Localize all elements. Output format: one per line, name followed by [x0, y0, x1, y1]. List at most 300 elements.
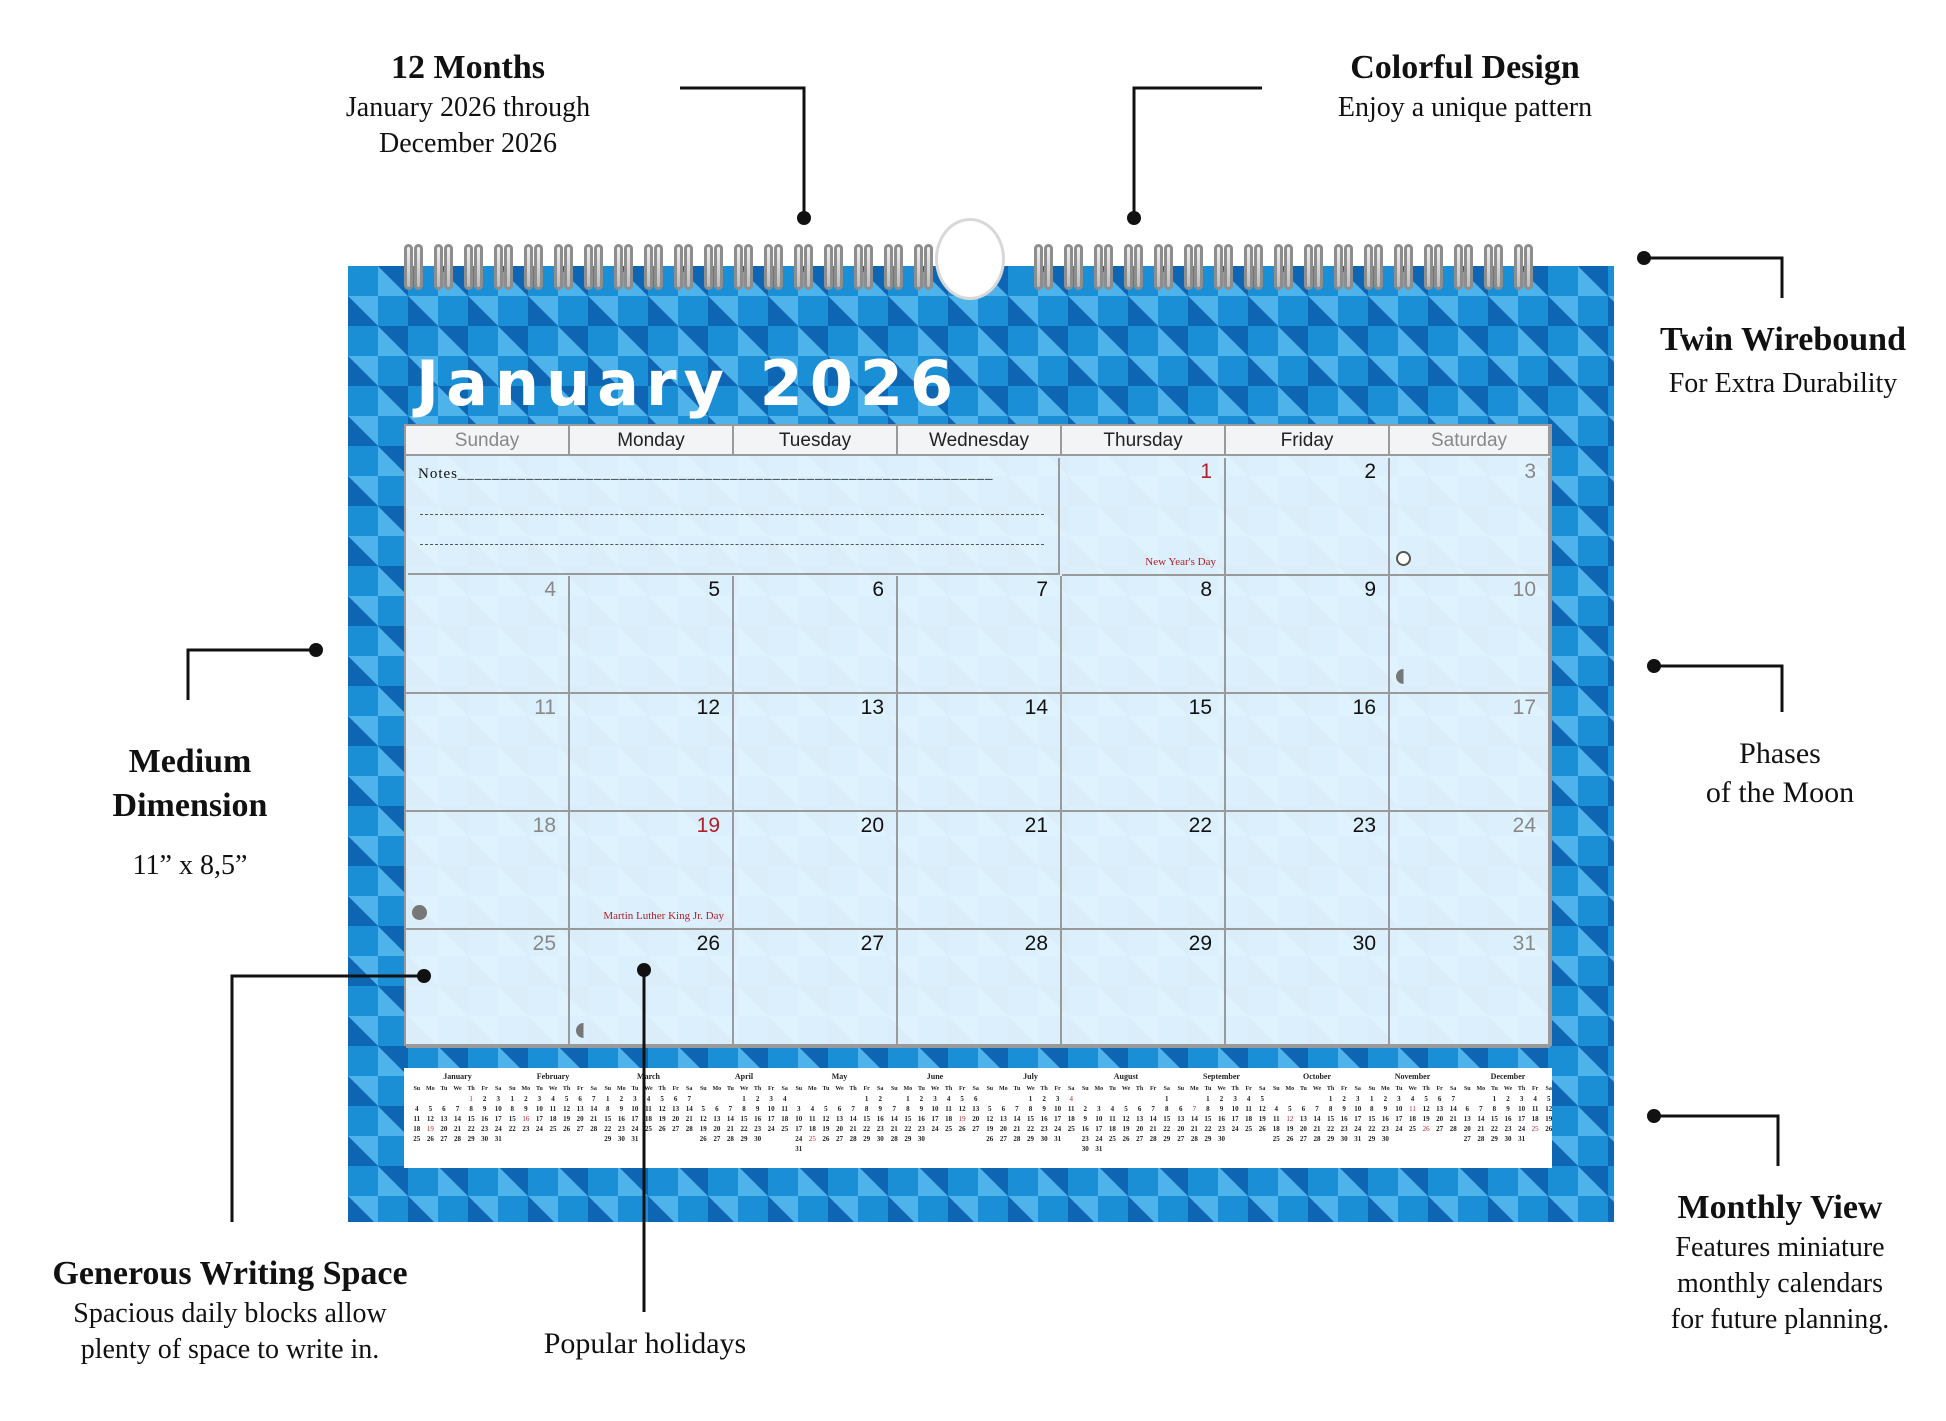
mini-day: 6 — [715, 1105, 719, 1113]
mini-day: 7 — [1451, 1095, 1455, 1103]
callout-text: January 2026 through — [345, 92, 591, 123]
mini-day: 9 — [755, 1105, 760, 1113]
mini-weekday: Sa — [1259, 1086, 1266, 1092]
callout-writing-space — [20, 1252, 440, 1368]
mini-day: 29 — [740, 1135, 748, 1143]
callout-text: Spacious daily blocks allow — [73, 1298, 387, 1329]
mini-day: 18 — [1245, 1115, 1253, 1123]
mini-day: 7 — [728, 1105, 733, 1113]
mini-day: 8 — [1492, 1105, 1497, 1113]
mini-day: 21 — [1449, 1115, 1457, 1123]
mini-day: 16 — [481, 1115, 489, 1123]
mini-day: 4 — [782, 1095, 787, 1103]
mini-day: 15 — [1368, 1115, 1376, 1123]
mini-day: 24 — [1095, 1135, 1103, 1143]
mini-day: 25 — [549, 1125, 557, 1133]
mini-day: 16 — [1504, 1115, 1512, 1123]
mini-day: 9 — [524, 1105, 528, 1113]
mini-day: 20 — [1177, 1125, 1185, 1133]
mini-day: 18 — [945, 1115, 953, 1123]
mini-day: 4 — [1274, 1105, 1279, 1113]
mini-day: 15 — [467, 1115, 475, 1123]
mini-day: 28 — [849, 1135, 857, 1143]
mini-day: 28 — [1313, 1135, 1321, 1143]
mini-day: 22 — [604, 1125, 612, 1133]
day-number: 16 — [1352, 696, 1376, 719]
mini-day: 28 — [1477, 1135, 1485, 1143]
mini-day: 30 — [754, 1135, 762, 1143]
mini-day: 1 — [469, 1095, 473, 1103]
mini-day: 31 — [1518, 1135, 1526, 1143]
mini-day: 29 — [863, 1135, 871, 1143]
mini-day: 10 — [1354, 1105, 1362, 1113]
mini-day: 3 — [1519, 1095, 1524, 1103]
mini-weekday: Fr — [1531, 1086, 1539, 1092]
mini-day: 21 — [1313, 1125, 1321, 1133]
mini-weekday: Th — [658, 1086, 666, 1092]
mini-day: 15 — [508, 1115, 516, 1123]
mini-day: 14 — [1313, 1115, 1321, 1123]
mini-month-name: August — [1113, 1072, 1139, 1081]
mini-day: 8 — [864, 1105, 869, 1113]
day-number: 3 — [1524, 460, 1536, 483]
mini-day: 5 — [988, 1105, 992, 1113]
mini-day: 24 — [1354, 1125, 1362, 1133]
mini-day: 23 — [1340, 1125, 1348, 1133]
mini-day: 22 — [508, 1125, 516, 1133]
day-header-friday: Friday — [1226, 426, 1390, 456]
mini-weekday: Sa — [1163, 1086, 1170, 1092]
callout-title: Generous Writing Space — [52, 1255, 408, 1292]
day-number: 15 — [1188, 696, 1212, 719]
mini-day: 18 — [1272, 1125, 1280, 1133]
mini-day: 7 — [1151, 1105, 1155, 1113]
callout-text: For Extra Durability — [1668, 368, 1898, 399]
mini-day: 16 — [1217, 1115, 1225, 1123]
mini-day: 6 — [1179, 1105, 1183, 1113]
mini-weekday: We — [1217, 1086, 1226, 1092]
mini-weekday: We — [930, 1086, 940, 1092]
mini-day: 19 — [1122, 1125, 1130, 1133]
mini-day: 24 — [494, 1125, 502, 1133]
mini-weekday: Mo — [521, 1086, 531, 1092]
day-number: 20 — [860, 814, 884, 837]
day-number: 13 — [860, 696, 884, 719]
mini-day: 27 — [999, 1135, 1007, 1143]
mini-day: 27 — [1177, 1135, 1185, 1143]
mini-day: 30 — [876, 1135, 884, 1143]
mini-day: 13 — [999, 1115, 1007, 1123]
mini-day: 19 — [1422, 1115, 1430, 1123]
mini-day: 15 — [1327, 1115, 1335, 1123]
mini-day: 18 — [549, 1115, 557, 1123]
mini-month-name: November — [1394, 1072, 1431, 1081]
mini-day: 15 — [863, 1115, 871, 1123]
mini-day: 1 — [1028, 1095, 1033, 1103]
mini-day: 11 — [1409, 1105, 1416, 1113]
mini-day: 13 — [576, 1105, 584, 1113]
mini-day: 21 — [1149, 1125, 1157, 1133]
mini-day: 22 — [467, 1125, 475, 1133]
mini-day: 23 — [1504, 1125, 1512, 1133]
mini-day: 7 — [1479, 1105, 1483, 1113]
mini-day: 24 — [767, 1125, 775, 1133]
mini-day: 8 — [1328, 1105, 1333, 1113]
mini-day: 10 — [931, 1105, 939, 1113]
mini-day: 22 — [1026, 1125, 1034, 1133]
mini-day: 20 — [672, 1115, 680, 1123]
mini-day: 29 — [604, 1135, 612, 1143]
mini-month-name: December — [1490, 1072, 1526, 1081]
mini-weekday: Fr — [1340, 1086, 1348, 1092]
mini-day: 5 — [1260, 1095, 1264, 1103]
mini-day: 8 — [606, 1105, 610, 1113]
mini-day: 17 — [1518, 1115, 1526, 1123]
mini-day: 23 — [917, 1125, 925, 1133]
mini-day: 24 — [931, 1125, 939, 1133]
mini-day: 14 — [1013, 1115, 1021, 1123]
mini-day: 5 — [1546, 1095, 1551, 1103]
mini-day: 21 — [726, 1125, 734, 1133]
mini-day: 11 — [781, 1105, 789, 1113]
mini-weekday: Sa — [1354, 1086, 1361, 1092]
mini-day: 20 — [835, 1125, 843, 1133]
mini-day: 21 — [590, 1115, 598, 1123]
mini-day: 16 — [1040, 1115, 1048, 1123]
day-number: 24 — [1512, 814, 1536, 837]
mini-day: 17 — [1395, 1115, 1403, 1123]
mini-day: 23 — [617, 1125, 625, 1133]
mini-day: 12 — [1122, 1115, 1130, 1123]
mini-day: 17 — [631, 1115, 639, 1123]
mini-day: 27 — [1463, 1135, 1471, 1143]
mini-day: 31 — [631, 1135, 639, 1143]
mini-day: 28 — [1449, 1125, 1457, 1133]
mini-day: 2 — [755, 1095, 760, 1103]
month-title: January 2026 — [416, 347, 961, 420]
mini-day: 8 — [1370, 1105, 1374, 1113]
mini-day: 9 — [1342, 1105, 1346, 1113]
mini-day: 12 — [1258, 1105, 1266, 1113]
callout-title: Monthly View — [1677, 1189, 1883, 1226]
mini-day: 30 — [1381, 1135, 1389, 1143]
mini-day: 6 — [973, 1095, 978, 1103]
mini-day: 25 — [1272, 1135, 1280, 1143]
mini-day: 17 — [1054, 1115, 1062, 1123]
mini-day: 5 — [564, 1095, 569, 1103]
mini-day: 27 — [1136, 1135, 1144, 1143]
mini-day: 25 — [1531, 1125, 1539, 1133]
mini-day: 20 — [972, 1115, 980, 1123]
mini-day: 14 — [1149, 1115, 1157, 1123]
mini-weekday: Su — [1463, 1086, 1471, 1092]
mini-day: 11 — [1067, 1105, 1075, 1113]
mini-day: 26 — [699, 1135, 707, 1143]
callout-title: Medium — [128, 743, 252, 780]
notes-label: Notes_______________________________________________________________ — [418, 466, 994, 482]
mini-day: 6 — [1001, 1105, 1006, 1113]
mini-weekday: Tu — [822, 1086, 830, 1092]
mini-day: 26 — [822, 1135, 830, 1143]
mini-day: 22 — [740, 1125, 748, 1133]
mini-day: 13 — [835, 1115, 843, 1123]
mini-day: 13 — [1177, 1115, 1185, 1123]
mini-day: 9 — [1219, 1105, 1224, 1113]
mini-day: 9 — [1383, 1105, 1388, 1113]
mini-weekday: Su — [413, 1086, 421, 1092]
mini-weekday: Th — [1422, 1086, 1430, 1092]
mini-day: 18 — [1108, 1125, 1116, 1133]
mini-day: 16 — [754, 1115, 762, 1123]
mini-weekday: Mo — [1381, 1086, 1390, 1092]
callout-twin-wirebound — [1620, 318, 1946, 402]
mini-day: 4 — [1110, 1105, 1115, 1113]
mini-weekday: Su — [1272, 1086, 1280, 1092]
mini-day: 4 — [415, 1105, 419, 1113]
mini-day: 10 — [1395, 1105, 1403, 1113]
mini-day: 6 — [578, 1095, 582, 1103]
mini-month-name: June — [926, 1072, 944, 1081]
mini-day: 10 — [1231, 1105, 1239, 1113]
mini-day: 26 — [1258, 1125, 1266, 1133]
callout-text: monthly calendars — [1676, 1268, 1884, 1299]
mini-weekday: Fr — [1149, 1086, 1157, 1092]
mini-weekday: We — [1503, 1086, 1513, 1092]
mini-day: 4 — [1246, 1095, 1251, 1103]
mini-weekday: We — [1312, 1086, 1322, 1092]
callout-text: for future planning. — [1670, 1304, 1890, 1335]
mini-day: 11 — [809, 1115, 816, 1123]
mini-day: 30 — [1217, 1135, 1225, 1143]
mini-weekday: Fr — [1054, 1086, 1061, 1092]
mini-day: 28 — [1149, 1135, 1157, 1143]
mini-day: 24 — [1231, 1125, 1239, 1133]
mini-day: 12 — [1422, 1105, 1430, 1113]
mini-day: 9 — [1506, 1105, 1510, 1113]
mini-weekday: Su — [795, 1086, 803, 1092]
mini-day: 28 — [1013, 1135, 1021, 1143]
mini-weekday: Tu — [1395, 1086, 1403, 1092]
day-number: 22 — [1188, 814, 1212, 837]
mini-day: 29 — [1163, 1135, 1171, 1143]
mini-day: 15 — [604, 1115, 612, 1123]
day-number: 17 — [1512, 696, 1536, 719]
mini-day: 3 — [1397, 1095, 1401, 1103]
day-number: 30 — [1352, 932, 1376, 955]
mini-day: 1 — [1206, 1095, 1210, 1103]
mini-day: 5 — [1288, 1105, 1292, 1113]
callout-text: 11” x 8,5” — [132, 850, 248, 881]
mini-day: 11 — [945, 1105, 952, 1113]
mini-weekday: Tu — [1204, 1086, 1212, 1092]
callout-12-months — [308, 46, 628, 162]
mini-day: 5 — [660, 1095, 664, 1103]
mini-day: 18 — [644, 1115, 652, 1123]
mini-day: 20 — [1463, 1125, 1471, 1133]
mini-day: 23 — [522, 1125, 530, 1133]
mini-day: 29 — [1490, 1135, 1498, 1143]
mini-day: 1 — [864, 1095, 869, 1103]
mini-day: 19 — [426, 1125, 434, 1133]
mini-day: 22 — [1204, 1125, 1212, 1133]
mini-day: 3 — [933, 1095, 937, 1103]
mini-day: 6 — [1437, 1095, 1442, 1103]
mini-day: 4 — [551, 1095, 555, 1103]
callout-text: Features miniature — [1675, 1232, 1885, 1263]
mini-day: 7 — [892, 1105, 897, 1113]
mini-day: 11 — [413, 1115, 421, 1123]
mini-day: 23 — [1217, 1125, 1225, 1133]
mini-day: 21 — [453, 1125, 461, 1133]
mini-weekday: Th — [467, 1086, 475, 1092]
mini-day: 17 — [1231, 1115, 1239, 1123]
mini-day: 9 — [1083, 1115, 1088, 1123]
mini-month-name: February — [536, 1072, 570, 1081]
day-number: 10 — [1512, 578, 1536, 601]
mini-weekday: Th — [562, 1086, 571, 1092]
callout-colorful-design — [1300, 46, 1630, 126]
mini-day: 15 — [1490, 1115, 1498, 1123]
day-number: 2 — [1364, 460, 1376, 483]
mini-day: 10 — [767, 1105, 775, 1113]
mini-day: 13 — [672, 1105, 680, 1113]
mini-day: 20 — [576, 1115, 584, 1123]
mini-day: 19 — [699, 1125, 707, 1133]
mini-day: 19 — [1286, 1125, 1294, 1133]
mini-day: 2 — [1342, 1095, 1346, 1103]
mini-weekday: Mo — [1190, 1086, 1199, 1092]
mini-day: 28 — [590, 1125, 598, 1133]
day-number: 11 — [534, 696, 556, 719]
mini-day: 3 — [537, 1095, 542, 1103]
mini-day: 30 — [1504, 1135, 1512, 1143]
mini-weekday: Tu — [536, 1086, 543, 1092]
mini-day: 14 — [1190, 1115, 1198, 1123]
mini-day: 29 — [1026, 1135, 1034, 1143]
mini-day: 3 — [496, 1095, 500, 1103]
mini-day: 16 — [1081, 1125, 1089, 1133]
mini-day: 1 — [606, 1095, 610, 1103]
mini-day: 3 — [1055, 1095, 1060, 1103]
mini-day: 25 — [808, 1135, 816, 1143]
mini-weekday: Tu — [918, 1086, 925, 1092]
mini-weekday: Fr — [958, 1086, 966, 1092]
mini-day: 1 — [1492, 1095, 1497, 1103]
mini-day: 19 — [822, 1125, 830, 1133]
mini-day: 11 — [1272, 1115, 1280, 1123]
mini-day: 2 — [878, 1095, 882, 1103]
mini-day: 26 — [1122, 1135, 1130, 1143]
mini-day: 7 — [591, 1095, 596, 1103]
mini-day: 27 — [1436, 1125, 1444, 1133]
mini-weekday: Mo — [617, 1086, 626, 1092]
mini-day: 22 — [1490, 1125, 1498, 1133]
mini-day: 31 — [1354, 1135, 1362, 1143]
mini-day: 2 — [619, 1095, 624, 1103]
mini-day: 19 — [1258, 1115, 1266, 1123]
mini-weekday: Th — [1326, 1086, 1335, 1092]
day-number: 8 — [1200, 578, 1212, 601]
day-number: 4 — [544, 578, 556, 601]
mini-day: 11 — [1531, 1105, 1539, 1113]
mini-day: 7 — [687, 1095, 691, 1103]
mini-day: 3 — [1355, 1095, 1360, 1103]
mini-day: 21 — [890, 1125, 898, 1133]
mini-weekday: Mo — [426, 1086, 435, 1092]
mini-day: 18 — [781, 1115, 789, 1123]
mini-day: 13 — [1136, 1115, 1144, 1123]
mini-weekday: Th — [849, 1086, 857, 1092]
day-header-tuesday: Tuesday — [734, 426, 898, 456]
mini-day: 19 — [658, 1115, 666, 1123]
mini-day: 25 — [413, 1135, 421, 1143]
mini-day: 3 — [797, 1105, 801, 1113]
mini-day: 28 — [685, 1125, 693, 1133]
mini-day: 12 — [986, 1115, 994, 1123]
mini-day: 3 — [1233, 1095, 1237, 1103]
mini-day: 12 — [426, 1115, 434, 1123]
mini-day: 14 — [1449, 1105, 1457, 1113]
mini-day: 1 — [510, 1095, 515, 1103]
mini-weekday: We — [1026, 1086, 1035, 1092]
mini-weekday: Mo — [712, 1086, 722, 1092]
mini-weekday: Th — [1135, 1086, 1144, 1092]
mini-day: 5 — [428, 1105, 433, 1113]
mini-day: 1 — [1328, 1095, 1333, 1103]
mini-day: 26 — [986, 1135, 994, 1143]
callout-medium-dimension — [60, 740, 320, 884]
mini-day: 21 — [1013, 1125, 1021, 1133]
mini-day: 12 — [958, 1105, 966, 1113]
mini-day: 27 — [672, 1125, 680, 1133]
mini-day: 21 — [849, 1125, 857, 1133]
mini-day: 1 — [906, 1095, 910, 1103]
mini-day: 7 — [1315, 1105, 1319, 1113]
mini-day: 13 — [440, 1115, 448, 1123]
mini-weekday: Tu — [440, 1086, 448, 1092]
mini-weekday: Mo — [903, 1086, 913, 1092]
mini-day: 18 — [413, 1125, 421, 1133]
day-number: 14 — [1024, 696, 1048, 719]
mini-day: 22 — [1163, 1125, 1171, 1133]
mini-day: 12 — [822, 1115, 830, 1123]
mini-weekday: Fr — [863, 1086, 870, 1092]
mini-day: 9 — [482, 1105, 487, 1113]
mini-day: 11 — [645, 1105, 652, 1113]
mini-day: 27 — [972, 1125, 980, 1133]
mini-weekday: Mo — [1476, 1086, 1486, 1092]
mini-day: 21 — [685, 1115, 693, 1123]
holiday-label: Martin Luther King Jr. Day — [603, 910, 724, 922]
mini-month-name: July — [1023, 1072, 1038, 1081]
mini-day: 1 — [742, 1095, 746, 1103]
mini-weekday: Sa — [495, 1086, 502, 1092]
mini-day: 30 — [1340, 1135, 1348, 1143]
mini-day: 22 — [863, 1125, 871, 1133]
mini-weekday: Fr — [1245, 1086, 1252, 1092]
mini-day: 2 — [1083, 1105, 1088, 1113]
mini-day: 11 — [549, 1105, 557, 1113]
mini-weekday: Sa — [1450, 1086, 1457, 1092]
mini-weekday: Mo — [999, 1086, 1008, 1092]
mini-day: 26 — [426, 1135, 434, 1143]
mini-day: 2 — [1219, 1095, 1224, 1103]
mini-day: 7 — [1015, 1105, 1019, 1113]
mini-day: 26 — [1286, 1135, 1294, 1143]
mini-weekday: Tu — [631, 1086, 639, 1092]
day-number: 9 — [1364, 578, 1376, 601]
mini-day: 9 — [919, 1105, 924, 1113]
